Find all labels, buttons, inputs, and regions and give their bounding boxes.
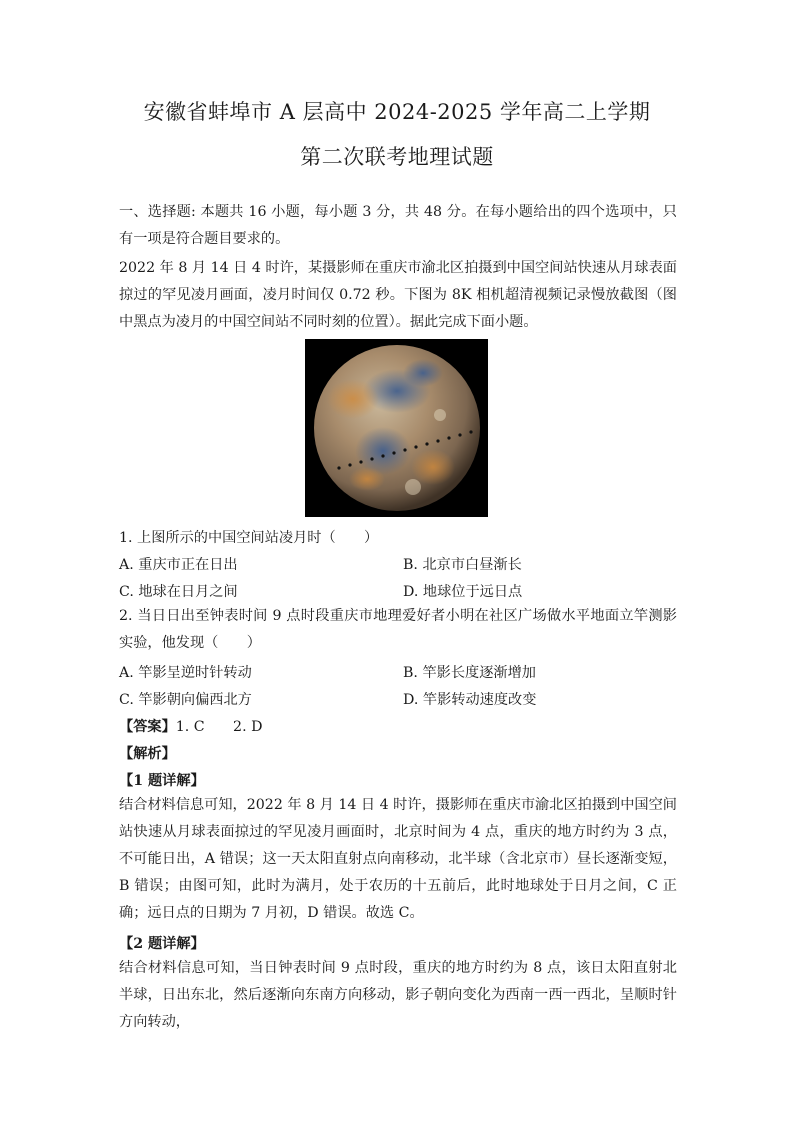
question-1-stem: 1. 上图所示的中国空间站凌月时（ ） [119, 530, 379, 546]
q1-analysis-text: 结合材料信息可知，2022 年 8 月 14 日 4 时许，摄影师在重庆市渝北区拍摄到中国空间站快速从月球表面掠过的罕见凌月画面时，北京时间为 4 点，重庆的地方时约为 3 点，不可能日出，A 错误；这一天太阳直射点向南移动，北半球（含北京市）昼长逐渐变短，B 错误；由图可知，此时为满月，处于农历的十五前后，此时地球处于日月之间，C 正确；远日点的日期为 7 月初，D 错误。故选 C。 [119, 797, 677, 921]
question-1-option-c: C. 地球在日月之间 [119, 584, 238, 600]
question-1-option-b: B. 北京市白昼渐长 [403, 557, 522, 573]
answer-line [119, 716, 262, 736]
question-2-option-c: C. 竿影朝向偏西北方 [119, 692, 252, 708]
analysis-label: 【解析】 [119, 746, 176, 762]
title-line-2: 第二次联考地理试题 [300, 145, 494, 169]
q1-analysis-label: 【1 题详解】 [119, 773, 205, 789]
moon-photo [305, 339, 488, 517]
q2-analysis-text: 结合材料信息可知，当日钟表时间 9 点时段，重庆的地方时约为 8 点，该日太阳直射北半球，日出东北，然后逐渐向东南方向移动，影子朝向变化为西南一西一西北，呈顺时针方向转动， [119, 960, 677, 1030]
answer-label: 【答案】 [119, 719, 176, 735]
answer-value: 1. C 2. D [175, 719, 263, 735]
question-2-option-a: A. 竿影呈逆时针转动 [119, 665, 252, 681]
q2-analysis-label: 【2 题详解】 [119, 936, 205, 952]
moon-photo-icon [305, 339, 488, 517]
question-2-stem: 2. 当日日出至钟表时间 9 点时段重庆市地理爱好者小明在社区广场做水平地面立竿测影实验，他发现（ ） [119, 608, 677, 651]
section-intro: 一、选择题: 本题共 16 小题，每小题 3 分，共 48 分。在每小题给出的四个选项中，只有一项是符合题目要求的。 [119, 204, 677, 247]
question-1-option-d: D. 地球位于远日点 [403, 584, 523, 600]
question-1-option-a: A. 重庆市正在日出 [119, 557, 238, 573]
material-text: 2022 年 8 月 14 日 4 时许，某摄影师在重庆市渝北区拍摄到中国空间站快速从月球表面掠过的罕见凌月画面，凌月时间仅 0.72 秒。下图为 8K 相机超清视频记录慢放截图（图中黑点为凌月的中国空间站不同时刻的位置）。据此完成下面小题。 [119, 260, 677, 330]
title-line-1: 安徽省蚌埠市 A 层高中 2024-2025 学年高二上学期 [143, 100, 651, 124]
question-2-option-b: B. 竿影长度逐渐增加 [403, 665, 536, 681]
question-2-option-d: D. 竿影转动速度改变 [403, 692, 537, 708]
